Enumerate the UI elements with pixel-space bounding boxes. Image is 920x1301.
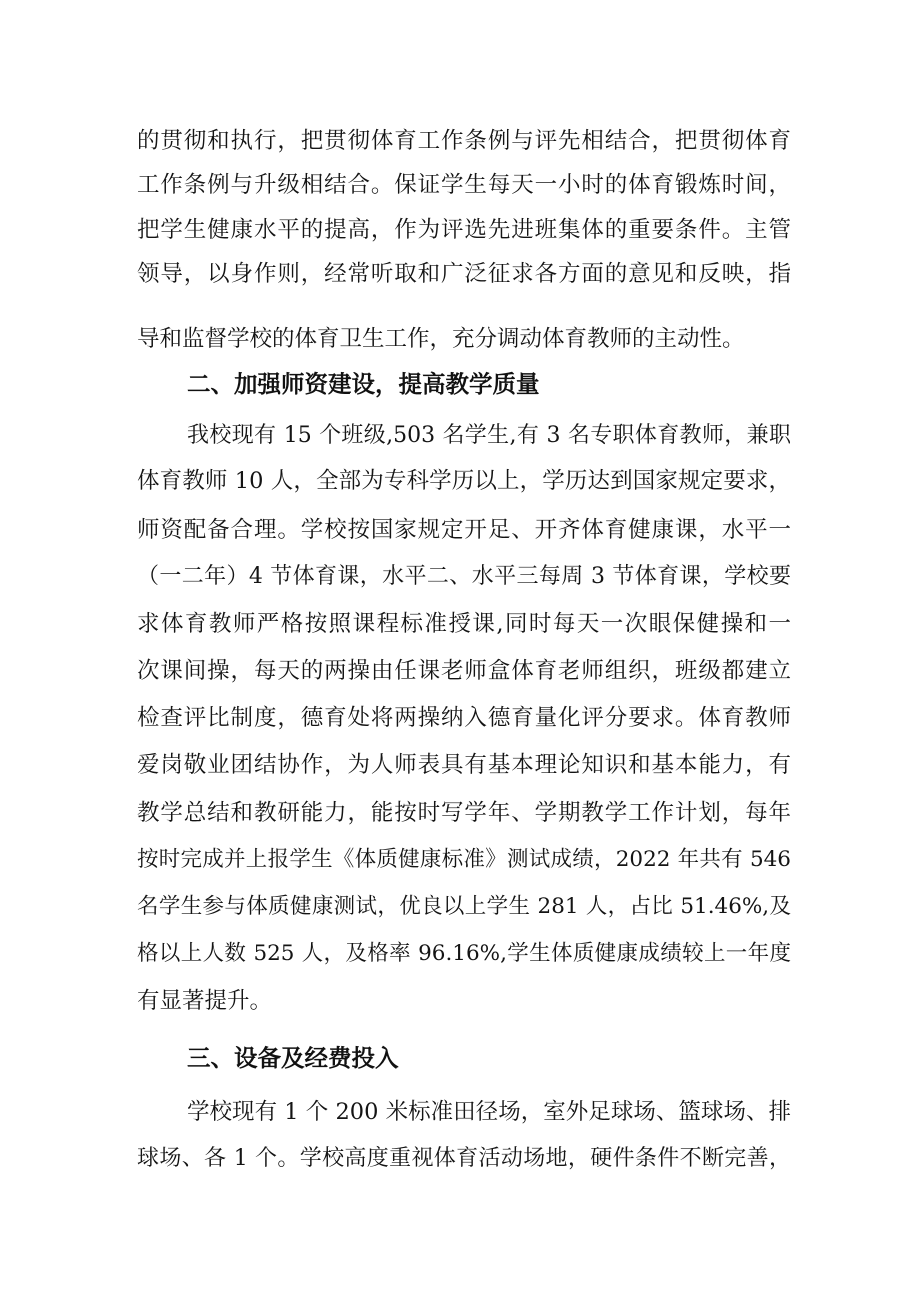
paragraph-line: 的贯彻和执行，把贯彻体育工作条例与评先相结合，把贯彻体育 [137, 128, 791, 154]
paragraph-line: 按时完成并上报学生《体质健康标准》测试成绩，2022 年共有 546 [137, 847, 791, 872]
paragraph-line: 检查评比制度，德育处将两操纳入德育量化评分要求。体育教师 [137, 705, 791, 731]
paragraph-line: 有显著提升。 [137, 988, 273, 1014]
paragraph-line: 名学生参与体质健康测试，优良以上学生 281 人，占比 51.46%,及 [137, 894, 791, 919]
paragraph-line: 体育教师 10 人，全部为专科学历以上，学历达到国家规定要求， [137, 468, 791, 494]
paragraph-line: （一二年）4 节体育课，水平二、水平三每周 3 节体育课，学校要 [137, 564, 791, 589]
section-heading: 三、设备及经费投入 [187, 1044, 399, 1072]
paragraph-line: 导和监督学校的体育卫生工作，充分调动体育教师的主动性。 [137, 326, 745, 352]
paragraph-line: 师资配备合理。学校按国家规定开足、开齐体育健康课，水平一 [137, 517, 791, 543]
paragraph-line: 工作条例与升级相结合。保证学生每天一小时的体育锻炼时间， [137, 172, 791, 198]
paragraph-line: 球场、各 1 个。学校高度重视体育活动场地，硬件条件不断完善， [137, 1146, 791, 1171]
paragraph-line: 领导，以身作则，经常听取和广泛征求各方面的意见和反映，指 [137, 261, 791, 287]
paragraph-line: 教学总结和教研能力，能按时写学年、学期教学工作计划，每年 [137, 800, 791, 826]
paragraph-line: 学校现有 1 个 200 米标准田径场，室外足球场、篮球场、排 [187, 1099, 791, 1125]
paragraph-line: 我校现有 15 个班级,503 名学生,有 3 名专职体育教师，兼职 [187, 423, 791, 448]
paragraph-line: 爱岗敬业团结协作，为人师表具有基本理论知识和基本能力，有 [137, 752, 791, 778]
paragraph-line: 把学生健康水平的提高，作为评选先进班集体的重要条件。主管 [137, 217, 791, 243]
paragraph-line: 求体育教师严格按照课程标准授课,同时每天一次眼保健操和一 [137, 611, 791, 637]
paragraph-line: 格以上人数 525 人，及格率 96.16%,学生体质健康成绩较上一年度 [137, 941, 791, 966]
paragraph-line: 次课间操，每天的两操由任课老师盒体育老师组织，班级都建立 [137, 658, 791, 684]
section-heading: 二、加强师资建设，提高教学质量 [187, 370, 540, 398]
